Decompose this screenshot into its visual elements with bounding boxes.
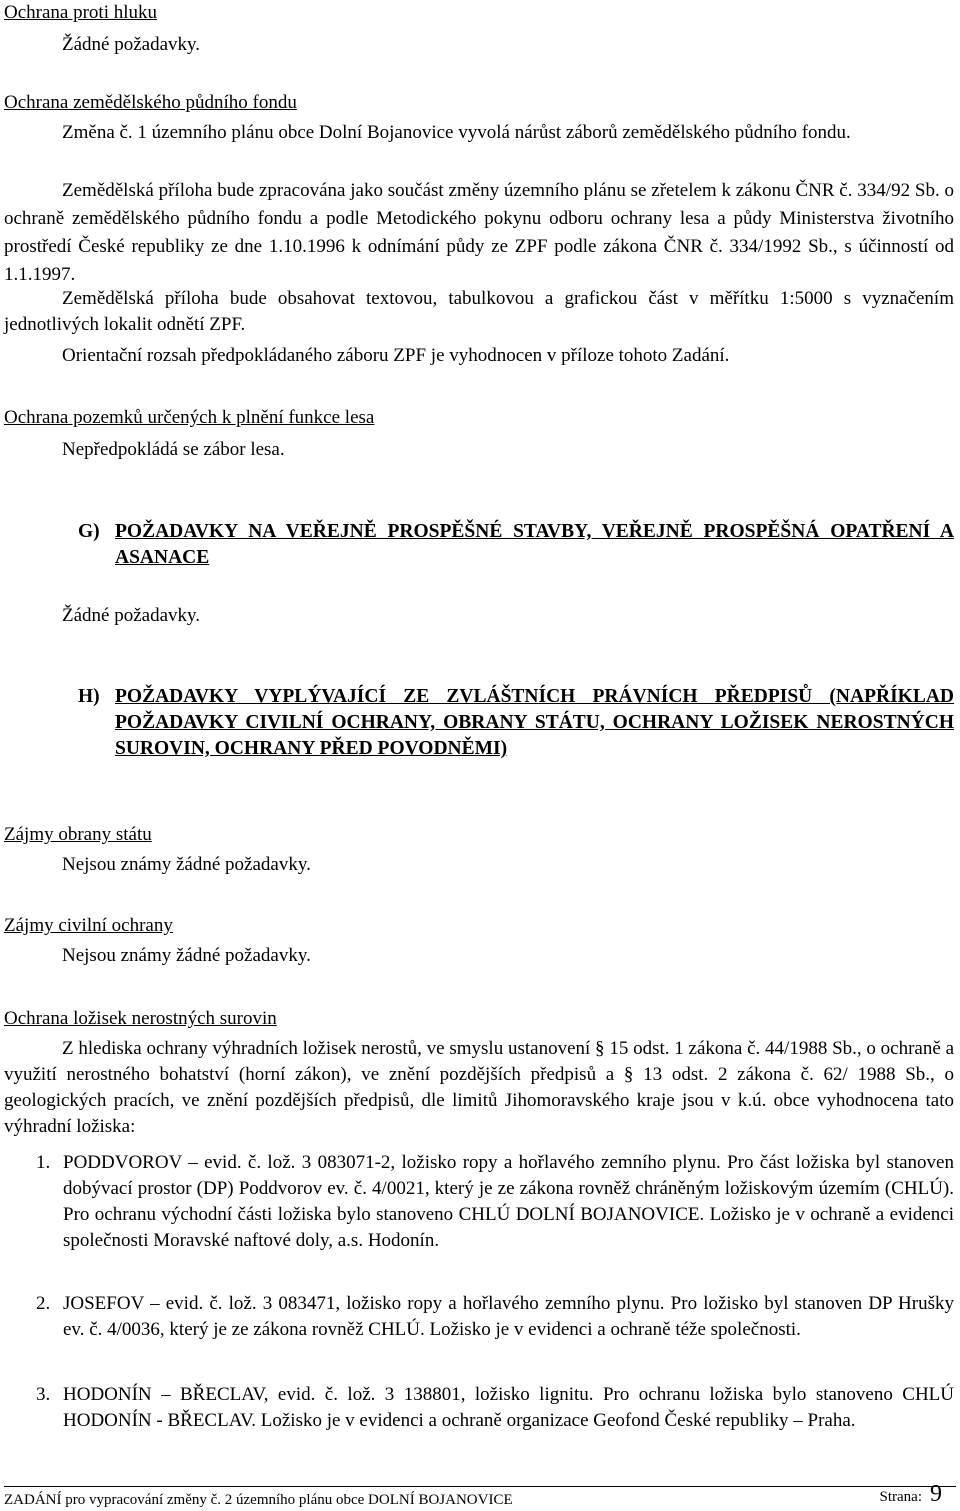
zpf-paragraph-4: Orientační rozsah předpokládaného záboru ZPF je vyhodnocen v příloze tohoto Zadání. xyxy=(62,345,730,366)
section-g-text: Žádné požadavky. xyxy=(62,605,201,626)
section-title-forest: Ochrana pozemků určených k plnění funkce lesa xyxy=(4,407,375,428)
list-item xyxy=(36,1150,954,1254)
zpf-paragraph-2: Zemědělská příloha bude zpracována jako součást změny územního plánu se zřetelem k zákonu ČNR č. 334/92 Sb. o ochraně zemědělského půdního fondu a podle Metodického pokynu odboru ochrany lesa a půdy Ministerstva životního prostředí České republiky ze dne 1.10.1996 k odnímání půdy ze ZPF podle zákona ČNR č. 334/1992 Sb., s účinností od 1.1.1997. xyxy=(4,180,954,285)
zpf-paragraph-3: Zemědělská příloha bude obsahovat textovou, tabulkovou a grafickou část v měřítku 1:5000 s vyznačením jednotlivých lokalit odnětí ZPF. xyxy=(4,288,954,335)
noise-text: Žádné požadavky. xyxy=(62,34,201,55)
footer-divider xyxy=(4,1486,956,1487)
page-footer xyxy=(4,1481,956,1511)
footer-page-number: 9 xyxy=(930,1481,942,1507)
defense-text: Nejsou známy žádné požadavky. xyxy=(62,854,311,875)
section-g-title: POŽADAVKY NA VEŘEJNĚ PROSPĚŠNÉ STAVBY, VEŘEJNĚ PROSPĚŠNÁ OPATŘENÍ A ASANACE xyxy=(115,521,954,568)
section-h-heading xyxy=(78,684,954,762)
section-h-label: H) xyxy=(78,686,100,707)
zpf-paragraph-1: Změna č. 1 územního plánu obce Dolní Bojanovice vyvolá nárůst záborů zemědělského půdního fondu. xyxy=(62,122,851,143)
list-item-number: 3. xyxy=(36,1384,51,1405)
list-item xyxy=(36,1382,954,1434)
section-title-civil: Zájmy civilní ochrany xyxy=(4,915,173,936)
section-title-zpf: Ochrana zemědělského půdního fondu xyxy=(4,92,297,113)
section-title-defense: Zájmy obrany státu xyxy=(4,824,152,845)
civil-text: Nejsou známy žádné požadavky. xyxy=(62,945,311,966)
list-item-text: JOSEFOV – evid. č. lož. 3 083471, ložisko ropy a hořlavého zemního plynu. Pro ložisko byl stanoven DP Hrušky ev. č. 4/0036, který je ze zákona rovněž CHLÚ. Ložisko je v evidenci a ochraně téže společnosti. xyxy=(63,1293,954,1340)
section-title-noise: Ochrana proti hluku xyxy=(4,2,158,23)
list-item-number: 1. xyxy=(36,1152,51,1173)
footer-page-label: Strana: xyxy=(879,1489,922,1505)
section-title-deposits: Ochrana ložisek nerostných surovin xyxy=(4,1008,277,1029)
section-g-label: G) xyxy=(78,521,100,542)
deposits-intro: Z hlediska ochrany výhradních ložisek nerostů, ve smyslu ustanovení § 15 odst. 1 zákona č. 44/1988 Sb., o ochraně a využití nerostného bohatství (horní zákon), ve znění pozdějších předpisů a § 13 odst. 2 zákona č. 62/ 1988 Sb., o geologických pracích, ve znění pozdějších předpisů, dle limitů Jihomoravského kraje jsou v k.ú. obce vyhodnocena tato výhradní ložiska: xyxy=(4,1038,954,1137)
list-item-text: HODONÍN – BŘECLAV, evid. č. lož. 3 138801, ložisko lignitu. Pro ochranu ložiska bylo stanoveno CHLÚ HODONÍN - BŘECLAV. Ložisko je v evidenci a ochraně organizace Geofond České republiky – Praha. xyxy=(63,1384,954,1431)
footer-document-title: ZADÁNÍ pro vypracování změny č. 2 územního plánu obce DOLNÍ BOJANOVICE xyxy=(4,1492,513,1508)
section-g-heading xyxy=(78,519,954,571)
forest-text: Nepředpokládá se zábor lesa. xyxy=(62,439,285,460)
list-item xyxy=(36,1291,954,1343)
section-h-title: POŽADAVKY VYPLÝVAJÍCÍ ZE ZVLÁŠTNÍCH PRÁVNÍCH PŘEDPISŮ (NAPŘÍKLAD POŽADAVKY CIVILNÍ OCHRANY, OBRANY STÁTU, OCHRANY LOŽISEK NEROSTNÝCH SUROVIN, OCHRANY PŘED POVODNĚMI) xyxy=(115,686,954,759)
footer-page-indicator xyxy=(879,1481,943,1507)
list-item-number: 2. xyxy=(36,1293,51,1314)
list-item-text: PODDVOROV – evid. č. lož. 3 083071-2, ložisko ropy a hořlavého zemního plynu. Pro část ložiska byl stanoven dobývací prostor (DP) Poddvorov ev. č. 4/0021, který je ze zákona rovněž chráněným ložiskovým územím (CHLÚ). Pro ochranu východní části ložiska bylo stanoveno CHLÚ DOLNÍ BOJANOVICE. Ložisko je v ochraně a evidenci společnosti Moravské naftové doly, a.s. Hodonín. xyxy=(63,1152,954,1251)
